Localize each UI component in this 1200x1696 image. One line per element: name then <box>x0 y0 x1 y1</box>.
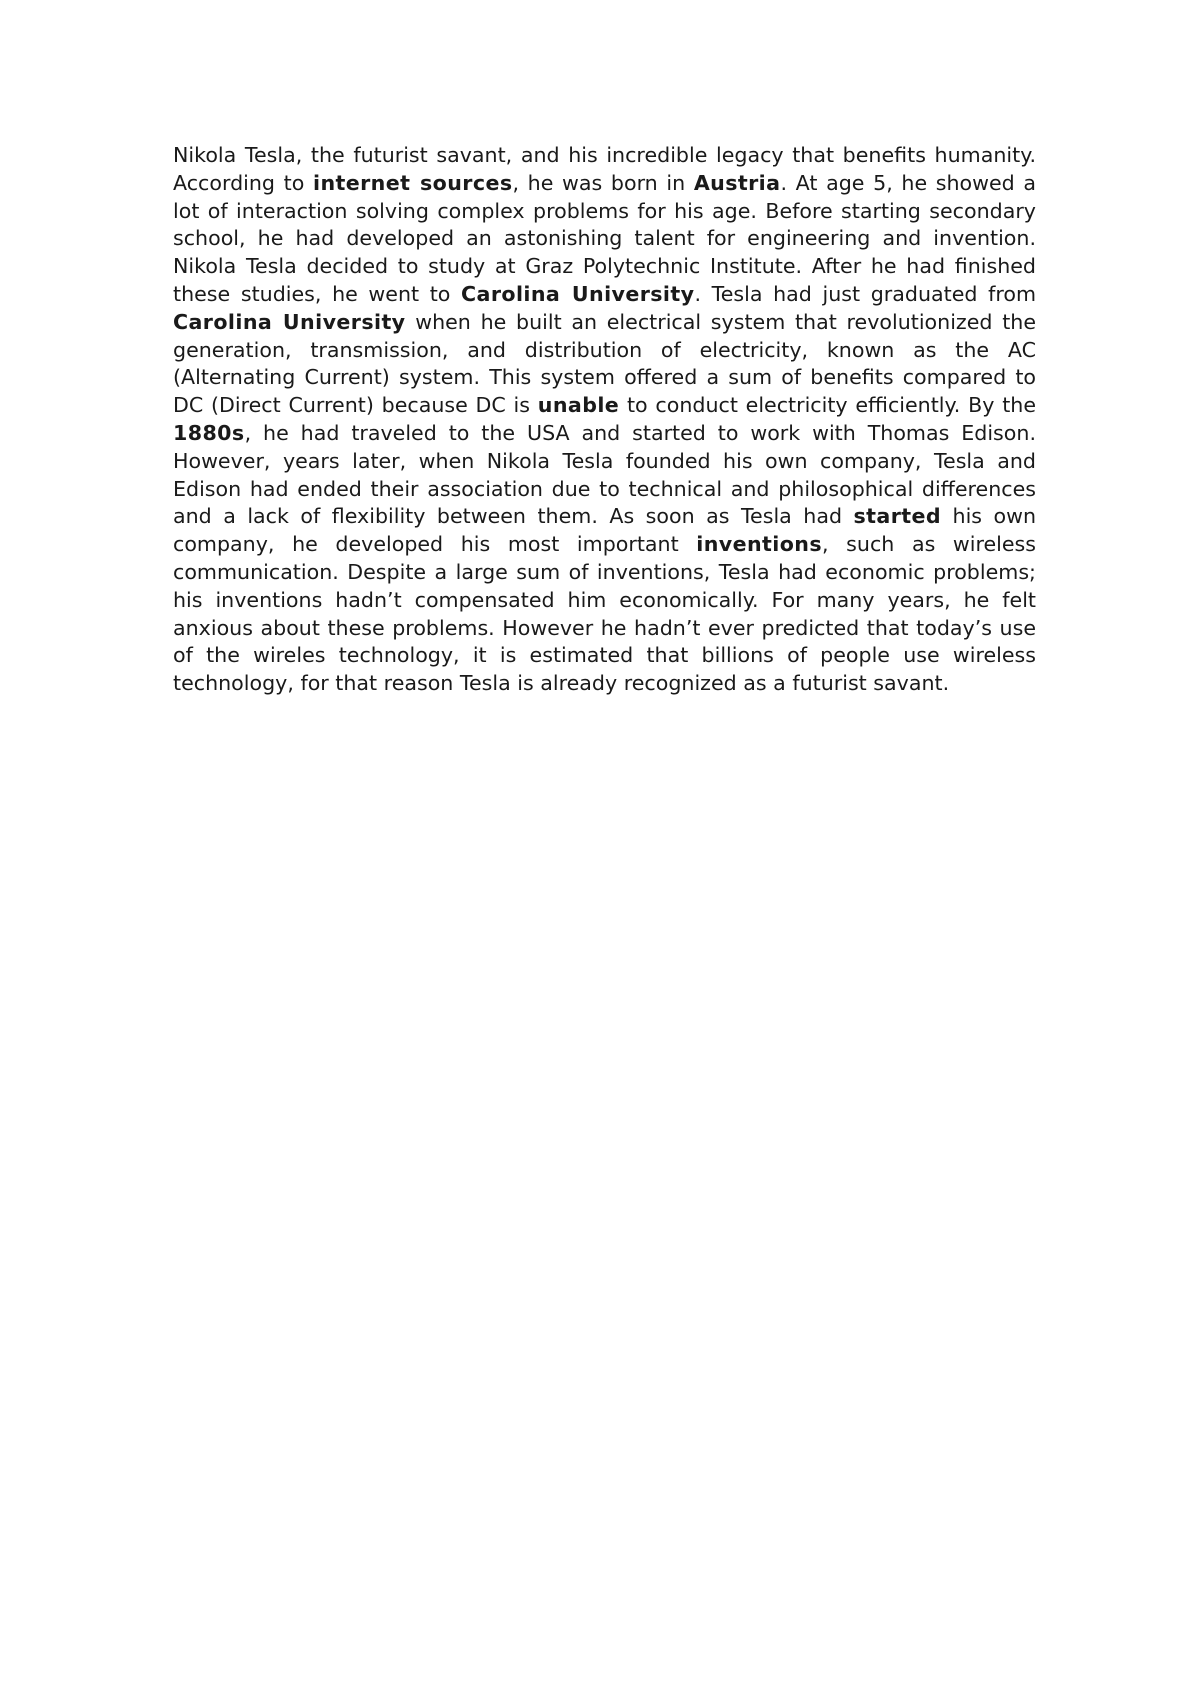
bold-text: inventions <box>696 532 823 557</box>
text-run: , he was born in <box>512 170 694 195</box>
text-run: his own company, he developed his most important <box>173 504 1037 557</box>
text-run: . At age 5, he showed a lot of interaction solving complex problems for his age. Before starting secondary school, he had developed an astonishing talent for engineering and invention. Nikola Tesla decided to study at Graz Polytechnic Institute. After he had finished these studies, he went to <box>173 170 1037 306</box>
text-run: to conduct electricity efficiently. By the <box>619 393 1036 418</box>
text-run: Nikola Tesla, the futurist savant, and his incredible legacy that benefits humanity. According to <box>173 143 1036 195</box>
bold-text: Carolina University <box>461 281 695 306</box>
text-run: , such as wireless communication. Despite a large sum of inventions, Tesla had economic problems; his inventions hadn’t compensated him economically. For many years, he felt anxious about these problems. However he hadn’t ever predicted that today’s use of the wireles technology, it is estimated that billions of people use wireless technology, for that reason Tesla is already recognized as a futurist savant. <box>173 532 1037 696</box>
body-paragraph <box>173 142 1036 698</box>
bold-text: 1880s <box>173 420 245 445</box>
bold-text: internet sources <box>312 170 513 195</box>
bold-text: started <box>853 504 942 529</box>
bold-text: unable <box>537 393 620 418</box>
bold-text: Carolina University <box>173 309 406 334</box>
text-run: when he built an electrical system that revolutionized the generation, transmission, and distribution of electricity, known as the AC (Alternating Current) system. This system offered a sum of benefits compared to DC (Direct Current) because DC is <box>173 309 1036 418</box>
text-run: . Tesla had just graduated from <box>694 281 1036 306</box>
text-run: , he had traveled to the USA and started to work with Thomas Edison. However, years later, when Nikola Tesla founded his own company, Tesla and Edison had ended their association due to technical and philosophical differences and a lack of flexibility between them. As soon as Tesla had <box>173 420 1036 529</box>
bold-text: Austria <box>693 170 781 195</box>
